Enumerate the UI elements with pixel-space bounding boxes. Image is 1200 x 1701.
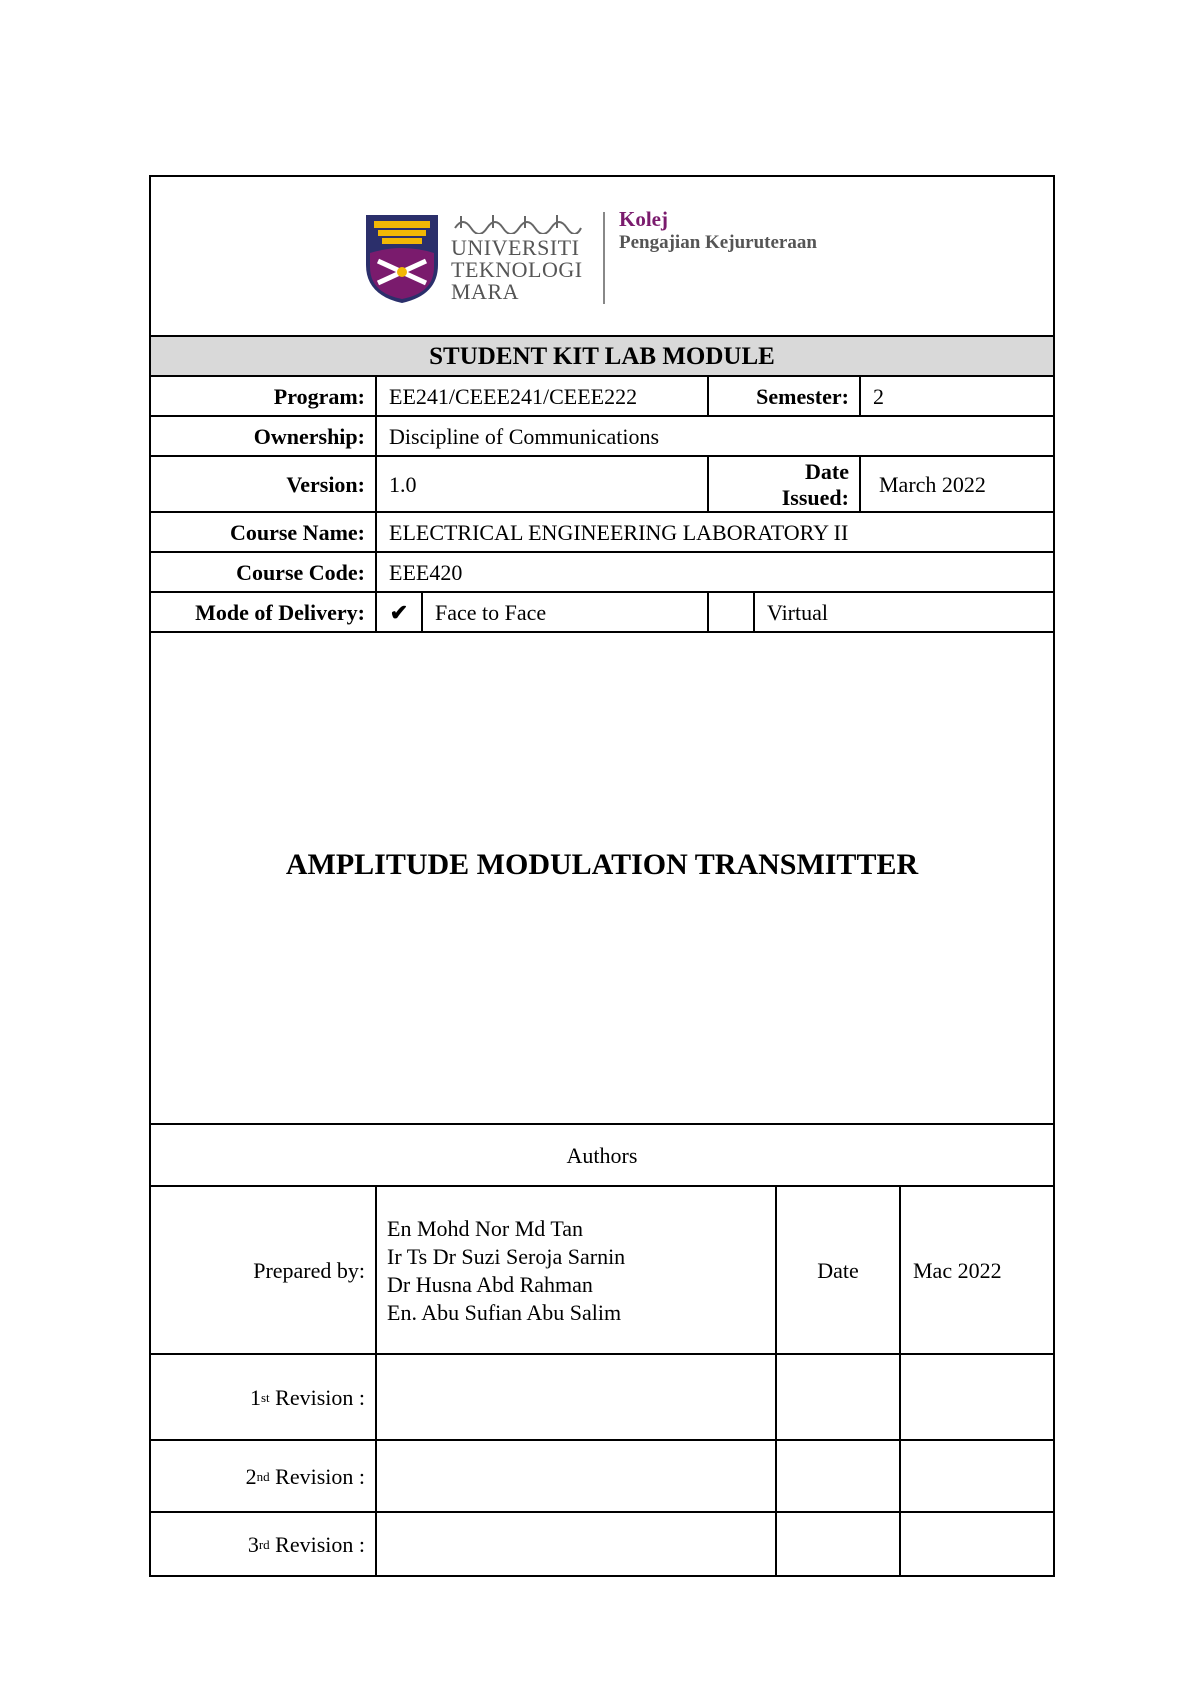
revision-label	[151, 1355, 375, 1441]
header-logo-block	[151, 177, 1053, 335]
prepared-date-value: Mac 2022	[913, 1258, 1002, 1283]
face-to-face-option: Face to Face	[435, 600, 547, 625]
program-value: EE241/CEEE241/CEEE222	[389, 384, 638, 409]
revision-label	[151, 1513, 375, 1577]
semester-value: 2	[873, 384, 884, 409]
semester-label: Semester:	[756, 384, 849, 409]
ownership-value: Discipline of Communications	[389, 424, 660, 449]
course-code-label: Course Code:	[236, 560, 365, 585]
date-issued-label-line1: Date	[805, 459, 849, 484]
revision-row-2	[151, 1439, 1053, 1513]
ownership-row	[151, 415, 1053, 457]
virtual-checkbox[interactable]	[709, 593, 753, 633]
title-area	[151, 631, 1053, 1125]
college-name-line1: Kolej	[619, 207, 668, 231]
revision-number: 2	[245, 1464, 257, 1489]
revision-row-1	[151, 1353, 1053, 1441]
logo-divider	[603, 212, 605, 304]
version-row	[151, 455, 1053, 513]
course-code-row	[151, 551, 1053, 593]
authors-heading: Authors	[566, 1143, 638, 1168]
revision-label	[151, 1441, 375, 1513]
revision-row-3	[151, 1511, 1053, 1577]
university-name-line3: MARA	[451, 279, 520, 304]
version-label: Version:	[286, 472, 365, 497]
program-row	[151, 375, 1053, 417]
author-name: Ir Ts Dr Suzi Seroja Sarnin	[387, 1244, 626, 1269]
revision-text: Revision :	[269, 1385, 365, 1410]
date-issued-value: March 2022	[879, 472, 986, 497]
author-name: En Mohd Nor Md Tan	[387, 1216, 584, 1241]
virtual-option: Virtual	[767, 600, 828, 625]
module-title: STUDENT KIT LAB MODULE	[429, 343, 775, 370]
revision-text: Revision :	[269, 1464, 365, 1489]
version-value: 1.0	[389, 472, 417, 497]
revision-ordinal: nd	[256, 1469, 270, 1484]
revision-number: 1	[249, 1385, 261, 1410]
revision-text: Revision :	[269, 1532, 365, 1557]
delivery-label: Mode of Delivery:	[195, 600, 365, 625]
authors-heading-row	[151, 1123, 1053, 1187]
document-frame	[149, 175, 1055, 1577]
prepared-by-row	[151, 1185, 1053, 1355]
course-code-value: EEE420	[389, 560, 463, 585]
delivery-row	[151, 591, 1053, 633]
author-list	[377, 1187, 775, 1355]
college-name-line2: Pengajian Kejuruteraan	[619, 232, 817, 253]
revision-ordinal: st	[260, 1390, 270, 1405]
course-name-row	[151, 511, 1053, 553]
author-name: En. Abu Sufian Abu Salim	[387, 1300, 622, 1325]
university-name-line1: UNIVERSITI	[451, 235, 580, 260]
face-to-face-checkbox[interactable]: ✔	[389, 600, 409, 625]
author-name: Dr Husna Abd Rahman	[387, 1272, 593, 1297]
date-issued-label-line2: Issued:	[781, 485, 849, 510]
module-title-row	[151, 335, 1053, 377]
ownership-label: Ownership:	[253, 424, 365, 449]
experiment-title: AMPLITUDE MODULATION TRANSMITTER	[285, 848, 919, 881]
date-issued-label	[709, 457, 859, 513]
course-name-label: Course Name:	[229, 520, 365, 545]
revision-number: 3	[247, 1532, 259, 1557]
course-name-value: ELECTRICAL ENGINEERING LABORATORY II	[389, 520, 849, 545]
revision-ordinal: rd	[258, 1537, 270, 1552]
prepared-by-label: Prepared by:	[253, 1258, 365, 1283]
prepared-date-label: Date	[817, 1258, 859, 1283]
university-name-line2: TEKNOLOGI	[451, 257, 583, 282]
program-label: Program:	[273, 384, 365, 409]
jawi-script-logo	[453, 212, 583, 234]
uitm-crest-icon	[364, 213, 440, 305]
